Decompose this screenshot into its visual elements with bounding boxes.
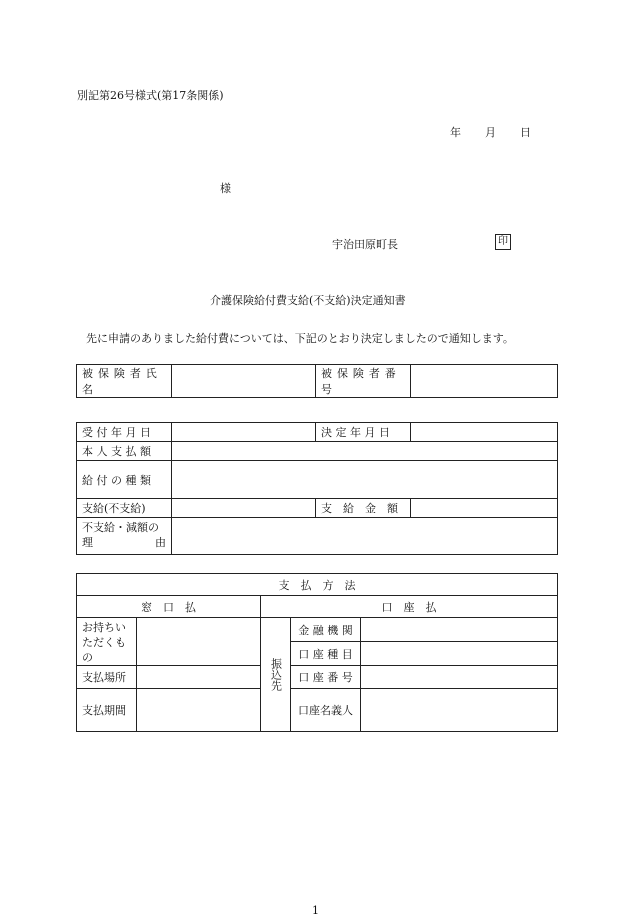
form-id: 別記第26号様式(第17条関係) [77, 89, 224, 102]
account-type-field[interactable] [361, 642, 558, 666]
payment-status-label: 支給(不支給) [77, 499, 172, 518]
decision-table [76, 422, 558, 555]
payment-amount-field[interactable] [411, 499, 558, 518]
decision-date-label: 決 定 年 月 日 [316, 423, 411, 442]
receipt-date-field[interactable] [172, 423, 316, 442]
account-holder-label: 口座名義人 [291, 689, 361, 732]
transfer-to-label: 振込先 [261, 618, 291, 732]
reason-label-line2 [82, 535, 166, 550]
receipt-date-label: 受 付 年 月 日 [77, 423, 172, 442]
date-year: 年 [450, 126, 461, 139]
self-payment-label: 本 人 支 払 額 [77, 442, 172, 461]
insured-name-field[interactable] [172, 365, 316, 398]
decision-date-field[interactable] [411, 423, 558, 442]
seal-mark: 印 [495, 234, 511, 250]
bank-field[interactable] [361, 618, 558, 642]
pay-period-field[interactable] [137, 689, 261, 732]
payment-status-field[interactable] [172, 499, 316, 518]
reason-label-char1: 理 [82, 536, 93, 549]
intro-text: 先に申請のありました給付費については、下記のとおり決定しましたので通知します。 [86, 332, 514, 345]
pay-place-field[interactable] [137, 666, 261, 689]
insured-number-field[interactable] [411, 365, 558, 398]
pay-period-label: 支払期間 [77, 689, 137, 732]
reason-label-line1: 不支給・減額の [82, 521, 159, 534]
issuer-title: 宇治田原町長 [332, 238, 398, 251]
addressee-suffix: 様 [220, 182, 231, 195]
bring-items-field[interactable] [137, 618, 261, 666]
benefit-type-label: 給 付 の 種 類 [77, 461, 172, 499]
page-number: 1 [312, 904, 319, 917]
insured-table [76, 364, 558, 398]
bank-label: 金 融 機 関 [291, 618, 361, 642]
insured-name-label: 被保険者氏名 [77, 365, 172, 398]
account-number-label: 口 座 番 号 [291, 666, 361, 689]
date-month: 月 [485, 126, 496, 139]
reason-label-char2: 由 [155, 536, 166, 549]
payment-method-table [76, 573, 558, 732]
account-number-field[interactable] [361, 666, 558, 689]
window-payment-header: 窓 口 払 [77, 596, 261, 618]
payment-method-header: 支 払 方 法 [77, 574, 558, 596]
account-payment-header: 口 座 払 [261, 596, 558, 618]
date-day: 日 [520, 126, 531, 139]
insured-number-label: 被保険者番号 [316, 365, 411, 398]
reason-label [77, 518, 172, 555]
benefit-type-field[interactable] [172, 461, 558, 499]
account-holder-field[interactable] [361, 689, 558, 732]
payment-amount-label: 支 給 金 額 [316, 499, 411, 518]
document-title: 介護保険給付費支給(不支給)決定通知書 [210, 294, 406, 307]
pay-place-label: 支払場所 [77, 666, 137, 689]
account-type-label: 口 座 種 目 [291, 642, 361, 666]
reason-field[interactable] [172, 518, 558, 555]
bring-items-label: お持ちいただくもの [77, 618, 137, 666]
self-payment-field[interactable] [172, 442, 558, 461]
